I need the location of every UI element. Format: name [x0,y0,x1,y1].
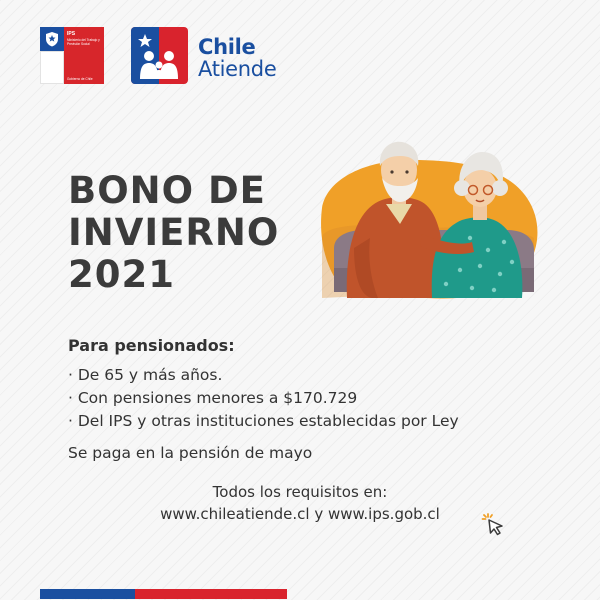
chile-atiende-logo [131,27,188,84]
shield-icon [45,31,59,47]
ips-logo [40,27,104,84]
list-item: · De 65 y más años. [68,366,223,384]
payment-note: Se paga en la pensión de mayo [68,444,313,462]
flag-color-bar [40,589,287,599]
chile-atiende-wordmark [198,36,276,80]
requirements-label: Todos los requisitos en: [212,483,388,501]
click-cursor-icon [481,512,507,538]
ips-acronym: IPS [67,31,76,37]
eligibility-list [68,364,459,433]
elderly-couple-illustration [312,138,542,310]
list-item: · Con pensiones menores a $170.729 [68,389,358,407]
family-icon [131,27,188,84]
list-item: · Del IPS y otras instituciones establecidas por Ley [68,412,459,430]
title-line-3: 2021 [68,253,175,296]
page-title [68,170,279,296]
eligibility-section [68,336,459,463]
ips-ministry: Ministerio del Trabajo y Previsión Social [67,38,100,46]
requirements-links[interactable]: www.chileatiende.cl y www.ips.gob.cl [160,505,440,523]
eligibility-subtitle: Para pensionados: [68,336,235,355]
chile-atiende-line1: Chile [198,35,256,59]
title-line-2: INVIERNO [68,211,280,254]
title-line-1: BONO DE [68,169,266,212]
ips-government: Gobierno de Chile [67,77,93,81]
chile-atiende-line2: Atiende [198,57,277,81]
